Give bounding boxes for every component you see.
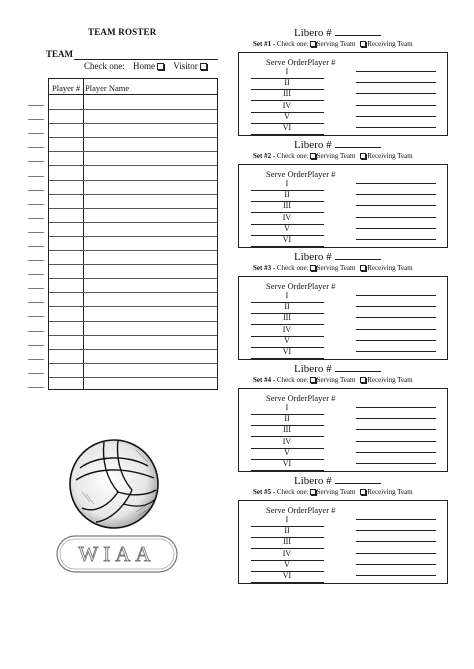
serve-order-numeral: I — [285, 179, 289, 188]
serve-order-numeral: III — [283, 201, 291, 211]
col-serve-order: Serve Order — [266, 505, 308, 515]
player-number-line[interactable] — [356, 530, 436, 531]
lineup-header — [266, 505, 335, 515]
player-number-line[interactable] — [356, 127, 436, 128]
home-checkbox[interactable] — [157, 63, 164, 70]
margin-tick — [28, 218, 44, 219]
col-player-number: Player # — [307, 393, 336, 403]
margin-tick — [28, 331, 44, 332]
check-one-label: - Check one: — [272, 264, 309, 272]
player-number-line[interactable] — [356, 306, 436, 307]
libero-row — [294, 26, 381, 39]
receiving-team-checkbox[interactable] — [360, 489, 366, 495]
lineup-header — [266, 57, 335, 67]
player-number-line[interactable] — [356, 407, 436, 408]
lineup-header — [266, 281, 335, 291]
serve-order-line[interactable] — [251, 470, 324, 471]
table-row[interactable] — [49, 306, 217, 307]
team-label: TEAM — [46, 49, 73, 59]
serve-order-numeral: I — [285, 67, 289, 76]
wiaa-logo-text: WIAA — [78, 542, 156, 566]
receiving-team-label: Receiving Team — [367, 152, 413, 160]
margin-tick — [28, 274, 44, 275]
roster-header — [49, 79, 217, 95]
margin-tick — [28, 302, 44, 303]
serve-order-numeral: II — [284, 302, 290, 312]
player-number-line[interactable] — [356, 418, 436, 419]
player-number-line[interactable] — [356, 194, 436, 195]
table-row[interactable] — [49, 264, 217, 265]
libero-label: Libero # — [294, 363, 332, 375]
margin-tick — [28, 316, 44, 317]
serve-order-numeral: VI — [282, 571, 292, 580]
team-name-field[interactable] — [74, 59, 218, 60]
player-number-line[interactable] — [356, 239, 436, 240]
table-row[interactable] — [49, 165, 217, 166]
serving-team-label: Serving Team — [316, 40, 356, 48]
player-number-line[interactable] — [356, 329, 436, 330]
player-number-line[interactable] — [356, 463, 436, 464]
table-row[interactable] — [49, 123, 217, 124]
player-number-line[interactable] — [356, 105, 436, 106]
serving-team-checkbox[interactable] — [310, 41, 316, 47]
libero-row — [294, 362, 381, 375]
margin-tick — [28, 190, 44, 191]
table-row[interactable] — [49, 321, 217, 322]
serve-order-numeral: IV — [282, 548, 292, 558]
set-check-row — [253, 376, 413, 384]
serve-order-numeral: III — [283, 537, 291, 547]
serve-order-numeral: III — [283, 425, 291, 435]
margin-tick — [28, 133, 44, 134]
libero-row — [294, 138, 381, 151]
player-number-line[interactable] — [356, 205, 436, 206]
player-number-line[interactable] — [356, 183, 436, 184]
col-serve-order: Serve Order — [266, 281, 308, 291]
player-number-line[interactable] — [356, 228, 436, 229]
lineup-box — [238, 276, 448, 360]
player-number-line[interactable] — [356, 564, 436, 565]
player-number-line[interactable] — [356, 317, 436, 318]
serving-team-label: Serving Team — [316, 376, 356, 384]
table-row[interactable] — [49, 377, 217, 378]
set-check-row — [253, 264, 413, 272]
col-player-number: Player # — [307, 57, 336, 67]
receiving-team-checkbox[interactable] — [360, 377, 366, 383]
player-number-line[interactable] — [356, 575, 436, 576]
libero-label: Libero # — [294, 251, 332, 263]
table-row[interactable] — [49, 363, 217, 364]
lineup-box — [238, 500, 448, 584]
player-number-line[interactable] — [356, 519, 436, 520]
col-player-number: Player # — [307, 281, 336, 291]
serving-team-label: Serving Team — [316, 152, 356, 160]
serve-order-numeral: VI — [282, 235, 292, 244]
table-row[interactable] — [49, 151, 217, 152]
serve-order-line[interactable] — [251, 358, 324, 359]
home-label: Home — [133, 61, 155, 71]
libero-number-field[interactable] — [335, 26, 381, 36]
roster-title: TEAM ROSTER — [88, 27, 157, 37]
player-number-line[interactable] — [356, 82, 436, 83]
serve-order-numeral: IV — [282, 436, 292, 446]
serve-order-numeral: V — [284, 335, 290, 345]
serving-team-label: Serving Team — [316, 488, 356, 496]
serve-order-numeral: IV — [282, 212, 292, 222]
team-name-row — [46, 49, 218, 61]
margin-tick — [28, 387, 44, 388]
player-number-line[interactable] — [356, 93, 436, 94]
table-row[interactable] — [49, 278, 217, 279]
serving-team-checkbox[interactable] — [310, 265, 316, 271]
set-label: Set #4 — [253, 376, 272, 384]
table-row[interactable] — [49, 349, 217, 350]
wiaa-logo — [56, 535, 178, 573]
player-number-line[interactable] — [356, 553, 436, 554]
serving-team-label: Serving Team — [316, 264, 356, 272]
margin-tick — [28, 105, 44, 106]
player-number-line[interactable] — [356, 351, 436, 352]
margin-tick — [28, 288, 44, 289]
serving-team-checkbox[interactable] — [310, 489, 316, 495]
table-row[interactable] — [49, 194, 217, 195]
player-number-line[interactable] — [356, 71, 436, 72]
serve-order-line[interactable] — [251, 582, 324, 583]
serve-order-numeral: II — [284, 78, 290, 88]
table-row[interactable] — [49, 109, 217, 110]
set-label: Set #5 — [253, 488, 272, 496]
serve-order-numeral: V — [284, 111, 290, 121]
receiving-team-checkbox[interactable] — [360, 41, 366, 47]
table-row[interactable] — [49, 250, 217, 251]
receiving-team-label: Receiving Team — [367, 488, 413, 496]
receiving-team-label: Receiving Team — [367, 264, 413, 272]
serve-order-numeral: VI — [282, 123, 292, 132]
lineup-box — [238, 52, 448, 136]
player-number-line[interactable] — [356, 452, 436, 453]
table-row[interactable] — [49, 180, 217, 181]
libero-row — [294, 250, 381, 263]
serve-order-numeral: V — [284, 447, 290, 457]
set-check-row — [253, 40, 413, 48]
serve-order-line[interactable] — [251, 134, 324, 135]
libero-row — [294, 474, 381, 487]
lineup-header — [266, 169, 335, 179]
serve-order-numeral: V — [284, 223, 290, 233]
serve-order-numeral: II — [284, 414, 290, 424]
lineup-header — [266, 393, 335, 403]
margin-tick — [28, 359, 44, 360]
col-player-name: Player Name — [85, 83, 130, 93]
libero-label: Libero # — [294, 475, 332, 487]
margin-tick — [28, 345, 44, 346]
serve-order-numeral: V — [284, 559, 290, 569]
serve-order-numeral: I — [285, 515, 289, 524]
check-one-label: - Check one: — [272, 488, 309, 496]
set-label: Set #1 — [253, 40, 272, 48]
player-number-line[interactable] — [356, 441, 436, 442]
margin-tick — [28, 119, 44, 120]
serve-order-numeral: II — [284, 526, 290, 536]
player-number-line[interactable] — [356, 340, 436, 341]
table-row[interactable] — [49, 137, 217, 138]
column-divider — [83, 79, 84, 389]
lineup-box — [238, 164, 448, 248]
roster-table — [48, 78, 218, 390]
serve-order-numeral: VI — [282, 459, 292, 468]
player-number-line[interactable] — [356, 295, 436, 296]
table-row[interactable] — [49, 222, 217, 223]
libero-number-field[interactable] — [335, 474, 381, 484]
volleyball-image — [66, 434, 162, 530]
check-one-label: - Check one: — [272, 152, 309, 160]
lineup-box — [238, 388, 448, 472]
serve-order-numeral: IV — [282, 324, 292, 334]
home-visitor-check — [84, 61, 209, 71]
player-number-line[interactable] — [356, 429, 436, 430]
margin-tick — [28, 232, 44, 233]
col-player-number: Player # — [307, 505, 336, 515]
serve-order-numeral: I — [285, 291, 289, 300]
libero-number-field[interactable] — [335, 362, 381, 372]
set-check-row — [253, 152, 413, 160]
serve-order-numeral: VI — [282, 347, 292, 356]
col-serve-order: Serve Order — [266, 393, 308, 403]
margin-tick — [28, 373, 44, 374]
player-number-line[interactable] — [356, 116, 436, 117]
serve-order-numeral: I — [285, 403, 289, 412]
receiving-team-label: Receiving Team — [367, 376, 413, 384]
serve-order-line[interactable] — [251, 246, 324, 247]
col-serve-order: Serve Order — [266, 169, 308, 179]
serve-order-numeral: IV — [282, 100, 292, 110]
col-player-number: Player # — [307, 169, 336, 179]
margin-tick — [28, 204, 44, 205]
margin-tick — [28, 161, 44, 162]
check-one-label: Check one: — [84, 61, 125, 71]
libero-label: Libero # — [294, 139, 332, 151]
col-serve-order: Serve Order — [266, 57, 308, 67]
margin-tick — [28, 176, 44, 177]
libero-label: Libero # — [294, 27, 332, 39]
serve-order-numeral: III — [283, 89, 291, 99]
receiving-team-checkbox[interactable] — [360, 153, 366, 159]
libero-number-field[interactable] — [335, 138, 381, 148]
margin-tick — [28, 147, 44, 148]
receiving-team-label: Receiving Team — [367, 40, 413, 48]
serve-order-numeral: III — [283, 313, 291, 323]
libero-number-field[interactable] — [335, 250, 381, 260]
col-player-number: Player # — [52, 83, 81, 93]
margin-tick — [28, 260, 44, 261]
set-label: Set #2 — [253, 152, 272, 160]
set-label: Set #3 — [253, 264, 272, 272]
margin-tick — [28, 246, 44, 247]
visitor-label: Visitor — [173, 61, 198, 71]
serve-order-numeral: II — [284, 190, 290, 200]
table-row[interactable] — [49, 335, 217, 336]
table-row[interactable] — [49, 292, 217, 293]
player-number-line[interactable] — [356, 541, 436, 542]
serving-team-checkbox[interactable] — [310, 377, 316, 383]
table-row[interactable] — [49, 208, 217, 209]
visitor-checkbox[interactable] — [200, 63, 207, 70]
serving-team-checkbox[interactable] — [310, 153, 316, 159]
table-row[interactable] — [49, 236, 217, 237]
check-one-label: - Check one: — [272, 376, 309, 384]
check-one-label: - Check one: — [272, 40, 309, 48]
set-check-row — [253, 488, 413, 496]
receiving-team-checkbox[interactable] — [360, 265, 366, 271]
player-number-line[interactable] — [356, 217, 436, 218]
